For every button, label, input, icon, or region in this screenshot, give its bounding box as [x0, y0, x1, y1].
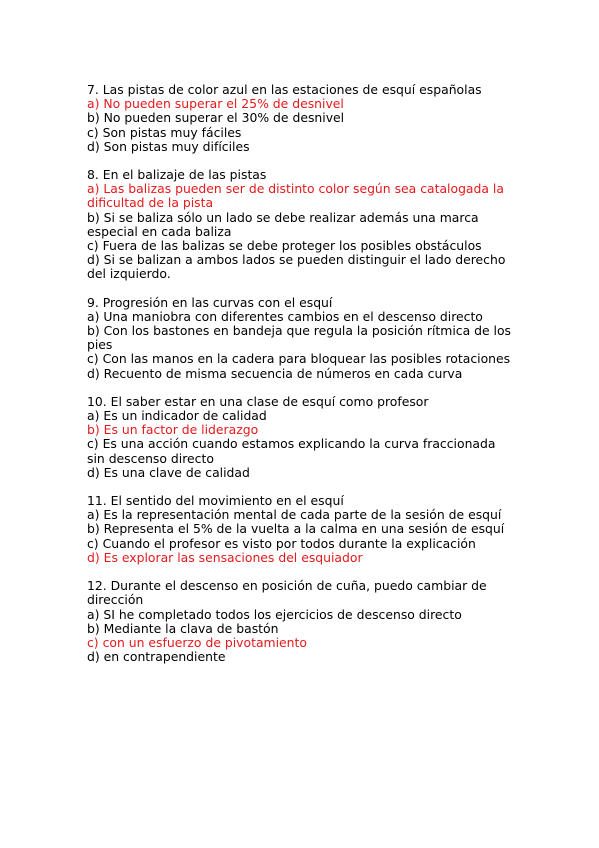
- answer-option: b) No pueden superar el 30% de desnivel: [87, 110, 345, 126]
- answer-option: a) Es un indicador de calidad: [87, 408, 267, 424]
- question-title: 10. El saber estar en una clase de esquí como profesor: [87, 393, 429, 409]
- answer-option-correct: c) con un esfuerzo de pivotamiento: [87, 634, 307, 650]
- question-title: 7. Las pistas de color azul en las estaciones de esquí españolas: [87, 82, 482, 97]
- answer-option: b) Representa el 5% de la vuelta a la calma en una sesión de esquí: [87, 521, 505, 537]
- question-title: 9. Progresión en las curvas con el esquí: [87, 294, 333, 310]
- question-title: 11. El sentido del movimiento en el esquí: [87, 493, 344, 509]
- question-7: [87, 83, 517, 154]
- questions-list: [87, 83, 517, 678]
- question-10: [87, 395, 517, 480]
- answer-option: c) Cuando el profesor es visto por todos durante la explicación: [87, 535, 476, 551]
- question-11: [87, 494, 517, 565]
- answer-option: b) Con los bastones en bandeja que regula la posición rítmica de los pies: [87, 323, 512, 353]
- answer-option-correct: a) Las balizas pueden ser de distinto color según sea catalogada la dificultad de la pista: [87, 181, 504, 211]
- answer-option: c) Fuera de las balizas se debe proteger los posibles obstáculos: [87, 238, 482, 254]
- answer-option: a) Una maniobra con diferentes cambios en el descenso directo: [87, 308, 483, 324]
- answer-option: c) Son pistas muy fáciles: [87, 124, 242, 140]
- question-8: [87, 168, 517, 282]
- answer-option-correct: b) Es un factor de liderazgo: [87, 422, 259, 438]
- answer-option: d) Si se balizan a ambos lados se pueden distinguir el lado derecho del izquierdo.: [87, 252, 506, 282]
- question-9: [87, 296, 517, 381]
- question-12: [87, 579, 517, 664]
- answer-option: c) Es una acción cuando estamos explicando la curva fraccionada sin descenso directo: [87, 436, 496, 466]
- answer-option-correct: a) No pueden superar el 25% de desnivel: [87, 96, 344, 112]
- answer-option: b) Mediante la clava de bastón: [87, 620, 279, 636]
- answer-option: b) Si se baliza sólo un lado se debe realizar además una marca especial en cada baliza: [87, 209, 479, 239]
- answer-option: a) Es la representación mental de cada parte de la sesión de esquí: [87, 507, 502, 523]
- answer-option: d) Es una clave de calidad: [87, 464, 250, 480]
- answer-option: d) Son pistas muy difíciles: [87, 138, 250, 154]
- answer-option-correct: d) Es explorar las sensaciones del esquiador: [87, 549, 363, 565]
- answer-option: d) Recuento de misma secuencia de números en cada curva: [87, 365, 463, 381]
- answer-option: a) SI he completado todos los ejercicios de descenso directo: [87, 606, 462, 622]
- answer-option: c) Con las manos en la cadera para bloquear las posibles rotaciones: [87, 351, 511, 367]
- question-title: 8. En el balizaje de las pistas: [87, 167, 267, 183]
- question-title: 12. Durante el descenso en posición de cuña, puedo cambiar de dirección: [87, 578, 487, 608]
- answer-option: d) en contrapendiente: [87, 649, 226, 665]
